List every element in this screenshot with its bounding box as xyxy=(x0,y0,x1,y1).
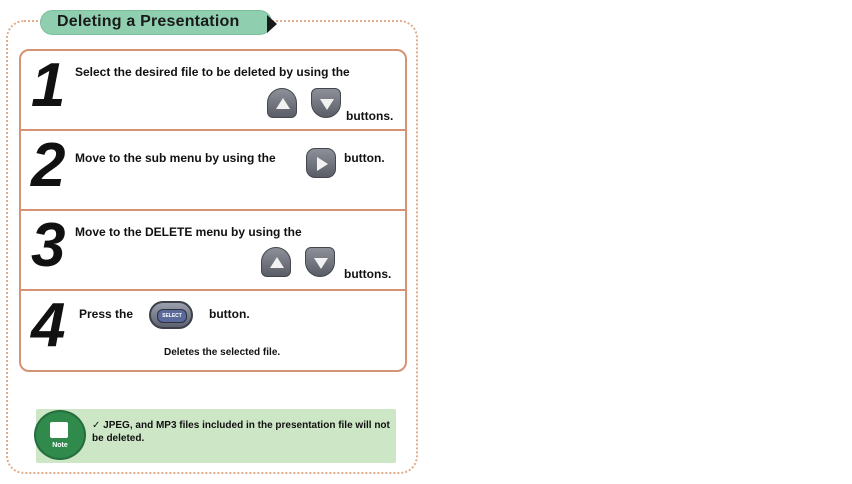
note-text: ✓ JPEG, and MP3 files included in the presentation file will not be deleted. xyxy=(92,420,390,444)
select-button-icon xyxy=(149,301,193,329)
note-badge-label: Note xyxy=(52,442,68,449)
up-button-icon xyxy=(267,88,297,118)
step-instruction: Move to the DELETE menu by using the xyxy=(75,225,302,239)
down-button-icon xyxy=(305,247,335,277)
note-badge xyxy=(34,410,86,460)
step-instruction: Press the xyxy=(79,307,134,321)
step-detail: Deletes the selected file. xyxy=(164,347,281,358)
steps-panel xyxy=(19,49,407,372)
step-suffix: buttons. xyxy=(344,267,392,281)
page-title: Deleting a Presentation xyxy=(57,13,240,30)
step-instruction: Select the desired file to be deleted by using the xyxy=(75,65,350,79)
note-icon xyxy=(50,422,68,438)
step-instruction: Move to the sub menu by using the xyxy=(75,151,276,165)
right-button-icon xyxy=(306,148,336,178)
step-suffix: button. xyxy=(209,307,250,321)
down-button-icon xyxy=(311,88,341,118)
step-1 xyxy=(21,51,405,129)
select-button-label: SELECT xyxy=(157,309,187,323)
step-2 xyxy=(21,129,405,209)
step-number: 3 xyxy=(31,211,66,280)
step-number: 4 xyxy=(31,291,66,360)
step-number: 2 xyxy=(31,131,66,200)
chevron-right-icon xyxy=(267,15,277,33)
up-button-icon xyxy=(261,247,291,277)
step-4 xyxy=(21,289,405,372)
step-suffix: buttons. xyxy=(346,109,394,123)
step-3 xyxy=(21,209,405,289)
section-title-tab xyxy=(40,10,272,35)
step-suffix: button. xyxy=(344,151,385,165)
step-number: 1 xyxy=(31,51,66,120)
